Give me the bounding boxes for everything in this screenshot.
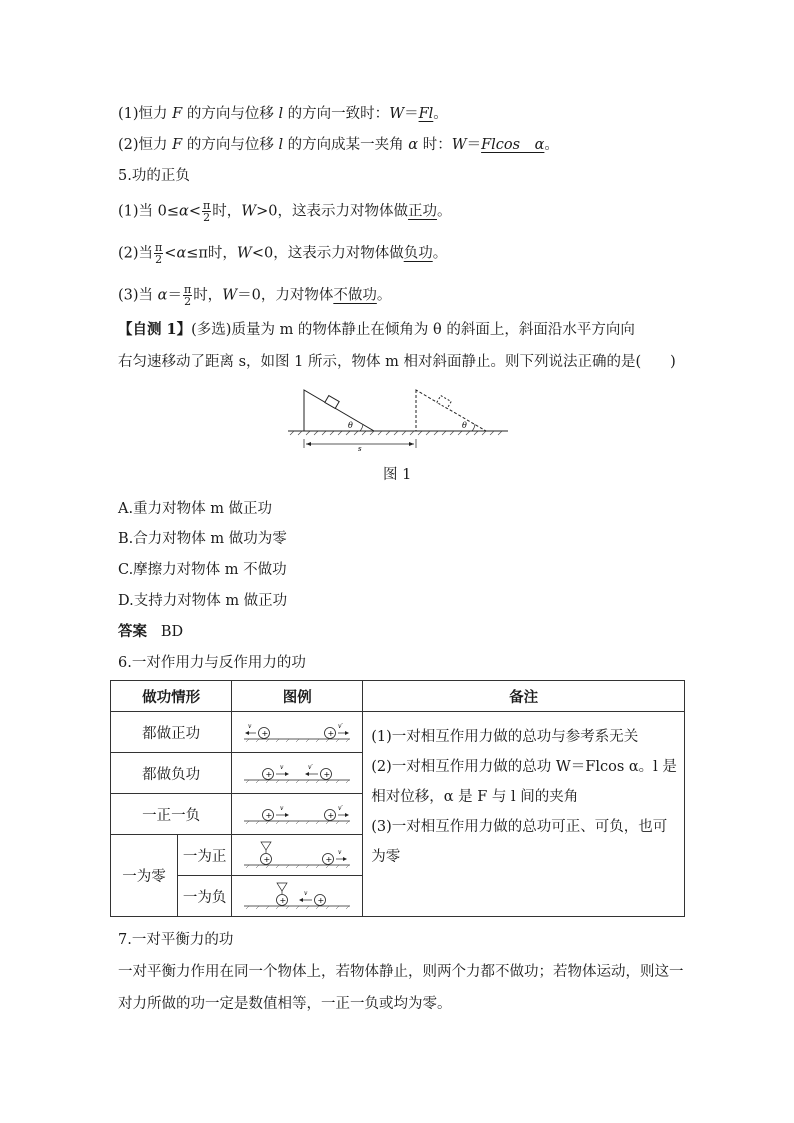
note-3: (3)一对相互作用力做的总功可正、可负，也可为零 bbox=[371, 819, 668, 865]
text: ＝ bbox=[404, 106, 419, 122]
both-positive-diagram bbox=[242, 720, 352, 744]
svg-text:+: + bbox=[261, 729, 269, 738]
work-formula-line-2 bbox=[118, 135, 559, 155]
text: >0，这表示力对物体做 bbox=[256, 203, 408, 220]
vprime-label: v′ bbox=[338, 723, 343, 730]
notes-cell bbox=[363, 712, 685, 917]
section-5-heading: 5.功的正负 bbox=[118, 168, 190, 184]
symbol-alpha: α bbox=[408, 137, 419, 153]
symbol-alpha: α bbox=[157, 287, 168, 304]
row-label: 一为正 bbox=[178, 835, 232, 876]
symbol-W: W bbox=[389, 106, 405, 122]
text: (2)恒力 bbox=[118, 137, 173, 153]
answer-label: 答案 bbox=[118, 623, 147, 640]
theta-label: θ bbox=[462, 421, 467, 430]
svg-text:+: + bbox=[317, 896, 325, 905]
text: 的方向一致时： bbox=[283, 106, 390, 122]
text: < bbox=[188, 203, 201, 220]
svg-text:+: + bbox=[323, 770, 331, 779]
svg-text:+: + bbox=[265, 811, 273, 820]
text: <0，这表示力对物体做 bbox=[251, 245, 404, 262]
diagram-cell bbox=[232, 835, 363, 876]
work-pairs-table bbox=[110, 680, 685, 917]
row-label: 都做正功 bbox=[111, 712, 232, 753]
diagram-cell bbox=[232, 794, 363, 835]
text: ≤π时， bbox=[186, 245, 237, 262]
text: (1)恒力 bbox=[118, 106, 173, 122]
text: ＝ bbox=[466, 137, 482, 153]
text: 时， bbox=[193, 287, 223, 304]
zero-positive-diagram bbox=[242, 840, 352, 870]
text: 的方向成某一夹角 bbox=[283, 137, 409, 153]
question-text: (多选)质量为 m 的物体静止在倾角为 θ 的斜面上，斜面沿水平方向向 bbox=[191, 322, 635, 338]
answer-line bbox=[118, 622, 183, 642]
incline-dashed bbox=[416, 390, 486, 431]
text: ＝0，力对物体 bbox=[237, 287, 334, 304]
svg-text:+: + bbox=[327, 729, 335, 738]
answer-blank: 负功 bbox=[403, 245, 433, 262]
v-label: v bbox=[248, 723, 252, 730]
v-label: v bbox=[304, 890, 308, 897]
svg-text:+: + bbox=[327, 811, 335, 820]
theta-label: θ bbox=[348, 421, 353, 430]
text: 。 bbox=[376, 287, 392, 304]
frac-num: π bbox=[183, 283, 192, 296]
diagram-cell bbox=[232, 753, 363, 794]
work-formula-line-1 bbox=[118, 104, 448, 124]
svg-text:+: + bbox=[263, 855, 271, 864]
sign-line-2 bbox=[118, 242, 447, 265]
svg-text:+: + bbox=[279, 896, 287, 905]
table-row bbox=[111, 712, 685, 753]
header-situation: 做功情形 bbox=[111, 681, 232, 712]
text: 时， bbox=[212, 203, 242, 220]
incline-figure bbox=[286, 384, 510, 452]
sign-line-3 bbox=[118, 284, 391, 307]
v-label: v bbox=[280, 764, 284, 771]
answer-blank: Fl bbox=[418, 106, 434, 122]
symbol-l: l bbox=[278, 137, 284, 153]
svg-text:+: + bbox=[325, 855, 333, 864]
note-2: (2)一对相互作用力做的总功 W＝Flcos α。l 是相对位移，α 是 F 与 l 间的夹角 bbox=[371, 759, 677, 805]
text: (3)当 bbox=[118, 287, 158, 304]
note-1: (1)一对相互作用力做的总功与参考系无关 bbox=[371, 729, 639, 745]
answer-blank: 不做功 bbox=[333, 287, 377, 304]
diagram-cell bbox=[232, 712, 363, 753]
symbol-F: F bbox=[172, 137, 183, 153]
option-b: B.合力对物体 m 做功为零 bbox=[118, 531, 287, 547]
answer-value: BD bbox=[160, 624, 184, 640]
v-label: v bbox=[280, 805, 284, 812]
frac-den: 2 bbox=[184, 295, 192, 308]
answer-blank: Flcos α bbox=[481, 137, 545, 153]
fraction-pi-over-2 bbox=[154, 242, 163, 265]
frac-num: π bbox=[155, 241, 163, 254]
question-tag: 【自测 1】 bbox=[118, 321, 192, 338]
v-label: v bbox=[338, 849, 342, 856]
ground-hatching bbox=[290, 431, 502, 435]
text: < bbox=[164, 245, 177, 262]
svg-text:+: + bbox=[265, 770, 273, 779]
symbol-alpha: α bbox=[179, 203, 189, 220]
diagram-cell bbox=[232, 876, 363, 917]
option-d: D.支持力对物体 m 做正功 bbox=[118, 593, 288, 609]
symbol-alpha: α bbox=[176, 245, 187, 262]
fraction-pi-over-2 bbox=[202, 200, 211, 223]
s-label: s bbox=[358, 445, 362, 452]
symbol-W: W bbox=[236, 245, 252, 262]
option-c: C.摩擦力对物体 m 不做功 bbox=[118, 562, 287, 578]
zero-negative-diagram bbox=[242, 881, 352, 911]
row-label: 一为负 bbox=[178, 876, 232, 917]
sign-line-1 bbox=[118, 200, 452, 223]
table-header-row bbox=[111, 681, 685, 712]
row-label-zero: 一为零 bbox=[111, 835, 178, 917]
incline-solid bbox=[304, 390, 374, 431]
text: 。 bbox=[544, 137, 559, 153]
text: 。 bbox=[437, 203, 452, 220]
symbol-F: F bbox=[172, 106, 183, 122]
text: 时： bbox=[418, 137, 452, 153]
question-line-1 bbox=[118, 320, 635, 340]
header-diagram: 图例 bbox=[232, 681, 363, 712]
frac-den: 2 bbox=[203, 211, 211, 224]
symbol-W: W bbox=[451, 137, 467, 153]
figure-caption: 图 1 bbox=[383, 467, 412, 483]
text: ＝ bbox=[167, 287, 182, 304]
symbol-l: l bbox=[278, 106, 284, 122]
answer-blank: 正功 bbox=[408, 203, 437, 220]
angle-arc bbox=[472, 424, 475, 431]
section-7-heading: 7.一对平衡力的功 bbox=[118, 932, 234, 948]
header-notes: 备注 bbox=[363, 681, 685, 712]
frac-den: 2 bbox=[155, 253, 163, 266]
text: 。 bbox=[432, 245, 448, 262]
block-m-moved bbox=[437, 396, 451, 409]
text: 的方向与位移 bbox=[182, 137, 279, 153]
fraction-pi-over-2 bbox=[183, 284, 192, 307]
frac-num: π bbox=[202, 199, 211, 212]
symbol-W: W bbox=[222, 287, 238, 304]
vprime-label: v′ bbox=[338, 805, 343, 812]
row-label: 一正一负 bbox=[111, 794, 232, 835]
text: (1)当 0≤ bbox=[118, 203, 180, 220]
section-7-body: 一对平衡力作用在同一个物体上，若物体静止，则两个力都不做功；若物体运动，则这一对力所做的功一定是数值相等，一正一负或均为零。 bbox=[118, 964, 684, 1012]
one-pos-one-neg-diagram bbox=[242, 802, 352, 826]
section-6-heading: 6.一对作用力与反作用力的功 bbox=[118, 655, 306, 671]
question-line-2: 右匀速移动了距离 s，如图 1 所示，物体 m 相对斜面静止。则下列说法正确的是( ) bbox=[118, 354, 676, 370]
both-negative-diagram bbox=[242, 761, 352, 785]
text: 的方向与位移 bbox=[182, 106, 279, 122]
text: (2)当 bbox=[118, 245, 154, 262]
symbol-W: W bbox=[241, 203, 257, 220]
vprime-label: v′ bbox=[308, 764, 313, 771]
text: 。 bbox=[433, 106, 448, 122]
option-a: A.重力对物体 m 做正功 bbox=[118, 501, 273, 517]
row-label: 都做负功 bbox=[111, 753, 232, 794]
